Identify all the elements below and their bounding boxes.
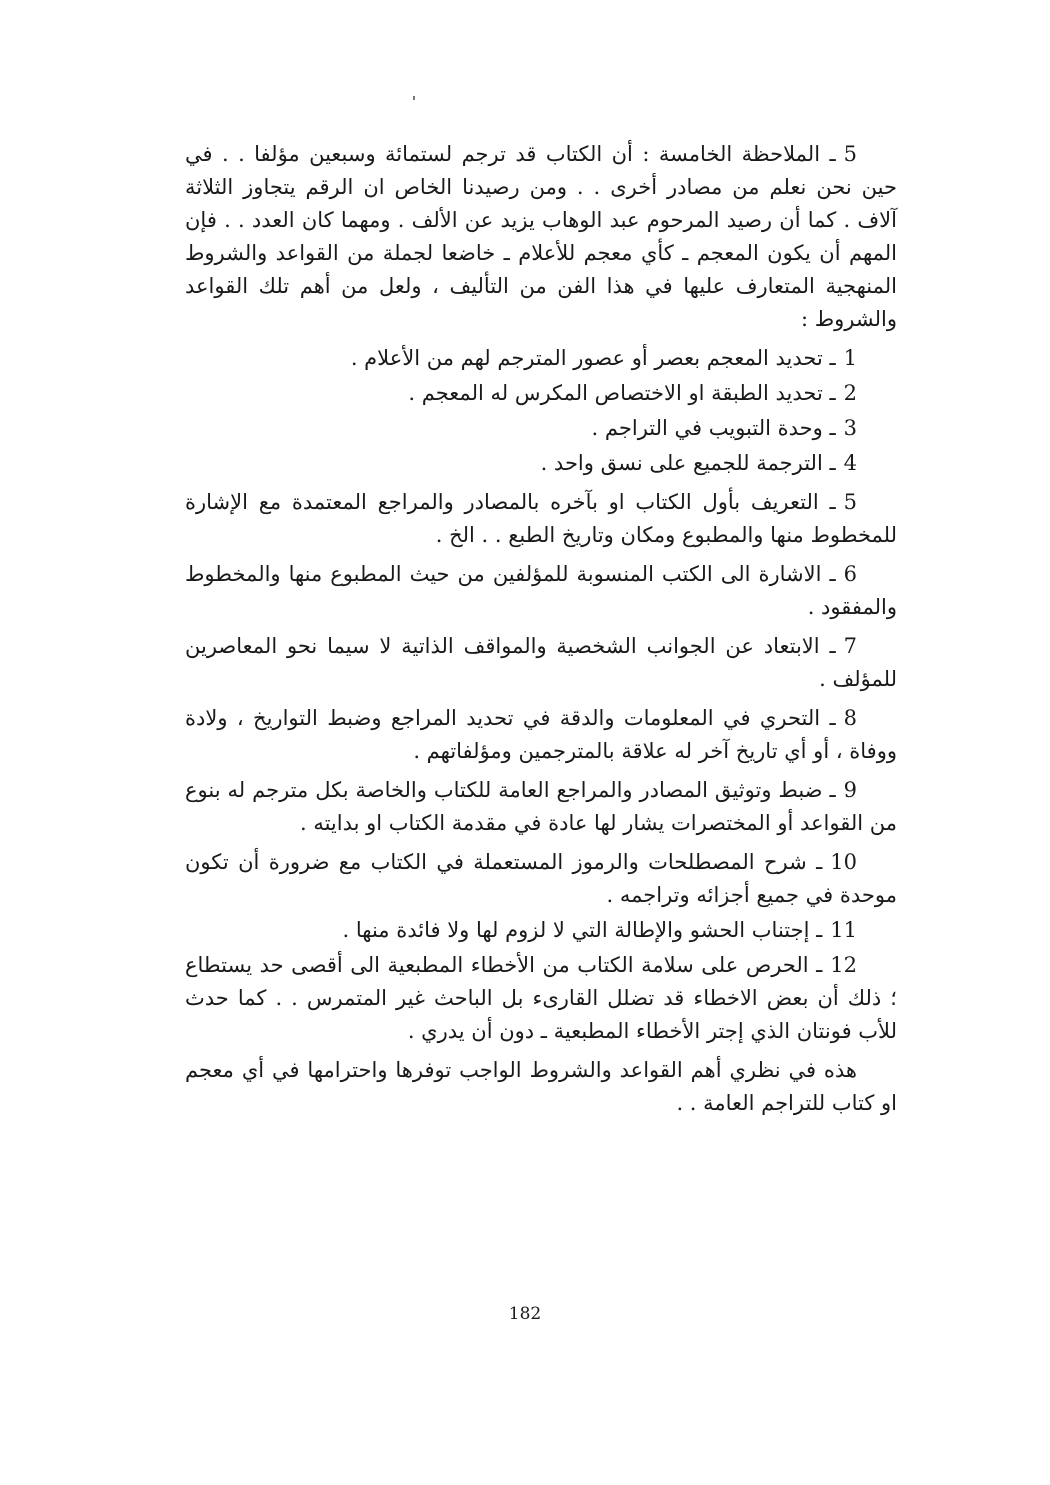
rule-item xyxy=(185,412,897,445)
rule-number: 1 xyxy=(843,346,857,370)
rule-text: ـ الترجمة للجميع على نسق واحد . xyxy=(540,451,836,475)
rule-item xyxy=(185,702,897,768)
rule-number: 6 xyxy=(843,562,857,586)
rule-text: ـ الابتعاد عن الجوانب الشخصية والمواقف الذاتية لا سيما نحو المعاصرين للمؤلف . xyxy=(185,634,897,691)
rule-number: 9 xyxy=(843,778,857,802)
rule-text: ـ الاشارة الى الكتب المنسوبة للمؤلفين من حيث المطبوع منها والمخطوط والمفقود . xyxy=(185,562,897,619)
rule-text: ـ الحرص على سلامة الكتاب من الأخطاء المطبعية الى أقصى حد يستطاع ؛ ذلك أن بعض الاخطاء قد تضلل القارىء بل الباحث غير المتمرس . . كما حدث للأب فونتان الذي إجتر الأخطاء المطبعية ـ دون أن يدري . xyxy=(185,953,897,1043)
closing-paragraph: هذه في نظري أهم القواعد والشروط الواجب توفرها واحترامها في أي معجم او كتاب للتراجم العامة . . xyxy=(185,1058,897,1115)
rule-text: ـ التحري في المعلومات والدقة في تحديد المراجع وضبط التواريخ ، ولادة ووفاة ، أو أي تاريخ آخر له علاقة بالمترجمين ومؤلفاتهم . xyxy=(185,706,897,763)
rule-item xyxy=(185,447,897,480)
rule-number: 12 xyxy=(830,953,857,977)
rule-text: ـ إجتناب الحشو والإطالة التي لا لزوم لها ولا فائدة منها . xyxy=(342,918,823,942)
rule-number: 11 xyxy=(830,918,857,942)
rule-item xyxy=(185,342,897,375)
rule-number: 5 xyxy=(843,490,857,514)
intro-number: 5 xyxy=(843,142,857,166)
rule-text: ـ ضبط وتوثيق المصادر والمراجع العامة للكتاب والخاصة بكل مترجم له بنوع من القواعد أو المختصرات يشار لها عادة في مقدمة الكتاب او بدايته . xyxy=(185,778,897,835)
rule-item xyxy=(185,846,897,912)
page-number: 182 xyxy=(508,1304,542,1324)
intro-text: ـ الملاحظة الخامسة : أن الكتاب قد ترجم لستمائة وسبعين مؤلفا . . في حين نحن نعلم من مصادر أخرى . . ومن رصيدنا الخاص ان الرقم يتجاوز الثلاثة آلاف . كما أن رصيد المرحوم عبد الوهاب يزيد عن الألف . ومهما كان العدد . . فإن المهم أن يكون المعجم ـ كأي معجم للأعلام ـ خاضعا لجملة من القواعد والشروط المنهجية المتعارف عليها في هذا الفن من التأليف ، ولعل من أهم تلك القواعد والشروط : xyxy=(185,142,897,331)
rule-item xyxy=(185,486,897,552)
rule-item xyxy=(185,949,897,1048)
rule-number: 10 xyxy=(830,850,857,874)
intro-paragraph xyxy=(185,138,897,336)
rule-text: ـ تحديد المعجم بعصر أو عصور المترجم لهم من الأعلام . xyxy=(350,346,836,370)
rule-number: 8 xyxy=(843,706,857,730)
rule-item xyxy=(185,630,897,696)
rule-text: ـ شرح المصطلحات والرموز المستعملة في الكتاب مع ضرورة أن تكون موحدة في جميع أجزائه وتراجمه . xyxy=(185,850,897,907)
rule-number: 7 xyxy=(843,634,857,658)
rule-number: 2 xyxy=(843,381,857,405)
rule-item xyxy=(185,774,897,840)
rule-text: ـ تحديد الطبقة او الاختصاص المكرس له المعجم . xyxy=(408,381,836,405)
rule-text: ـ وحدة التبويب في التراجم . xyxy=(591,416,836,440)
document-body xyxy=(185,138,897,1120)
rule-item xyxy=(185,377,897,410)
rule-item xyxy=(185,914,897,947)
rule-number: 3 xyxy=(843,416,857,440)
rule-text: ـ التعريف بأول الكتاب او بآخره بالمصادر والمراجع المعتمدة مع الإشارة للمخطوط منها والمطبوع ومكان وتاريخ الطبع . . الخ . xyxy=(185,490,897,547)
rule-item xyxy=(185,558,897,624)
rule-number: 4 xyxy=(843,451,857,475)
scan-speck xyxy=(413,96,415,100)
